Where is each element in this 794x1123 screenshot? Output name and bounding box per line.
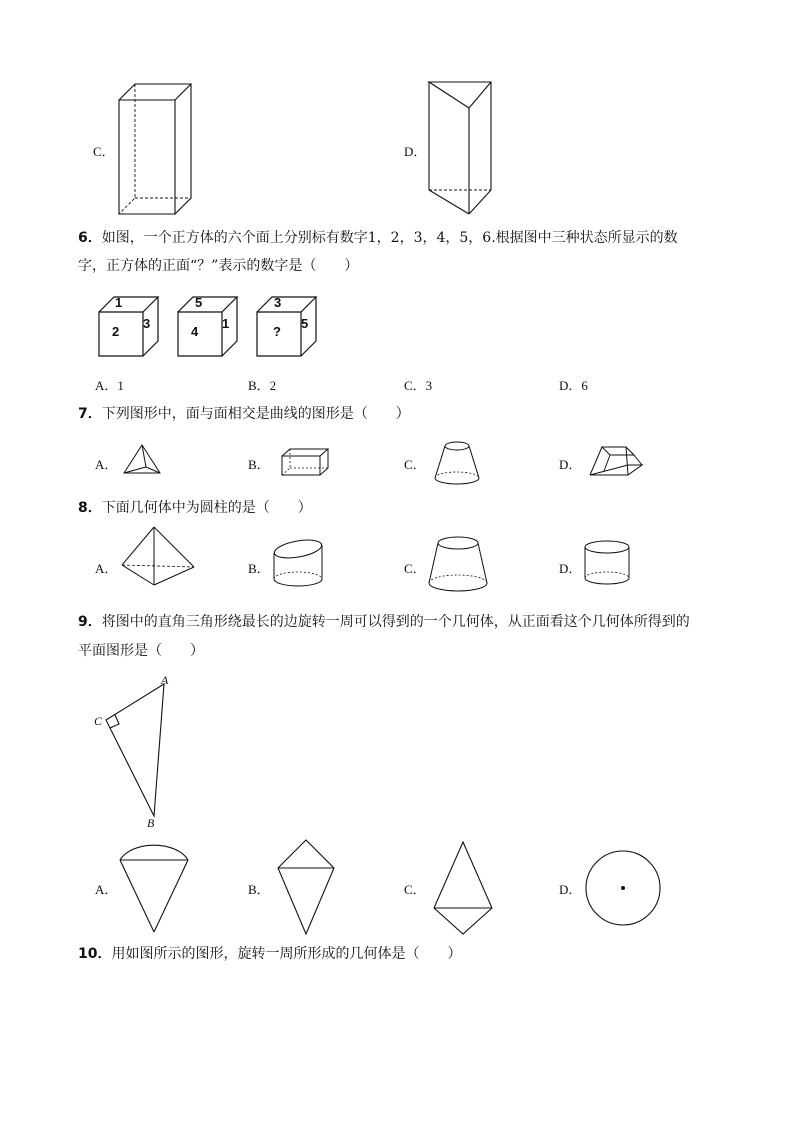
rect-prism-figure — [115, 82, 197, 216]
q10-number: 10． — [78, 946, 112, 962]
q8-number: 8． — [78, 500, 102, 516]
prism-frustum-small-figure — [588, 443, 644, 479]
frustum-small-figure — [432, 440, 482, 486]
q9-stem — [78, 612, 690, 632]
q9-text: 将图中的直角三角形绕最长的边旋转一周可以得到的一个几何体，从正面看这个几何体所得到的 — [101, 614, 690, 630]
cylinder-figure — [583, 540, 631, 588]
q9-option-d-label: D． — [559, 882, 582, 897]
q10-stem — [78, 944, 461, 964]
q6-number: 6． — [78, 230, 102, 246]
cube3-top-face: 3 — [274, 295, 282, 310]
q6-option-a: A．1 — [95, 378, 124, 393]
kite-figure-b — [276, 838, 336, 936]
cuboid-small-figure — [280, 447, 330, 477]
q9-number: 9． — [78, 614, 102, 630]
cube-state-2 — [177, 296, 239, 358]
q10-text: 用如图所示的图形，旋转一周所形成的几何体是（ ） — [111, 946, 462, 962]
q9-option-a-label: A． — [95, 882, 118, 897]
q8-option-d-label: D． — [559, 561, 582, 576]
cube3-front-face: ? — [273, 324, 281, 339]
q7-option-d-label: D． — [559, 457, 582, 472]
q8-option-c-label: C． — [404, 561, 426, 576]
cube2-right-face: 1 — [222, 316, 230, 331]
tetrahedron-figure — [120, 525, 196, 587]
q6-stem — [78, 228, 678, 248]
q8-text: 下面几何体中为圆柱的是（ ） — [101, 500, 312, 516]
q5-option-c-label: C． — [93, 144, 115, 159]
q7-option-a-label: A． — [95, 457, 118, 472]
cube-state-1 — [98, 296, 160, 358]
q7-text: 下列图形中，面与面相交是曲线的图形是（ ） — [101, 406, 410, 422]
q6-text: 如图，一个正方体的六个面上分别标有数字1，2，3，4，5，6.根据图中三种状态所显示的数 — [101, 230, 678, 246]
cube1-front-face: 2 — [112, 324, 120, 339]
q9-option-b-label: B． — [248, 882, 270, 897]
triangular-prism-figure — [425, 78, 495, 218]
frustum-figure — [427, 535, 489, 593]
q6-option-c: C．3 — [404, 378, 433, 393]
slanted-cylinder-figure — [272, 537, 324, 589]
q9-option-c-label: C． — [404, 882, 426, 897]
q8-option-b-label: B． — [248, 561, 270, 576]
point-a-label: A — [161, 673, 169, 687]
cone-with-cap-figure — [118, 838, 190, 934]
q7-option-c-label: C． — [404, 457, 426, 472]
kite-figure-c — [432, 840, 494, 936]
cube-state-3 — [256, 296, 318, 358]
right-triangle-figure — [100, 682, 170, 818]
cube2-top-face: 5 — [195, 295, 203, 310]
cube2-front-face: 4 — [191, 324, 199, 339]
point-c-label: C — [94, 714, 103, 728]
q5-option-d-label: D． — [404, 144, 427, 159]
q8-option-a-label: A． — [95, 561, 118, 576]
q8-stem — [78, 498, 312, 518]
q7-stem — [78, 404, 410, 424]
circle-with-center-figure — [584, 849, 662, 927]
cube1-top-face: 1 — [115, 295, 123, 310]
q6-stem-line2: 字，正方体的正面“？”表示的数字是（ ） — [78, 258, 359, 274]
cube3-right-face: 5 — [301, 316, 309, 331]
q6-option-d: D．6 — [559, 378, 588, 393]
q7-option-b-label: B． — [248, 457, 270, 472]
q7-number: 7． — [78, 406, 102, 422]
cube1-right-face: 3 — [143, 316, 151, 331]
q9-stem-line2: 平面图形是（ ） — [78, 643, 204, 659]
q6-option-b: B．2 — [248, 378, 277, 393]
pyramid-small-figure — [122, 443, 164, 477]
point-b-label: B — [147, 816, 155, 830]
